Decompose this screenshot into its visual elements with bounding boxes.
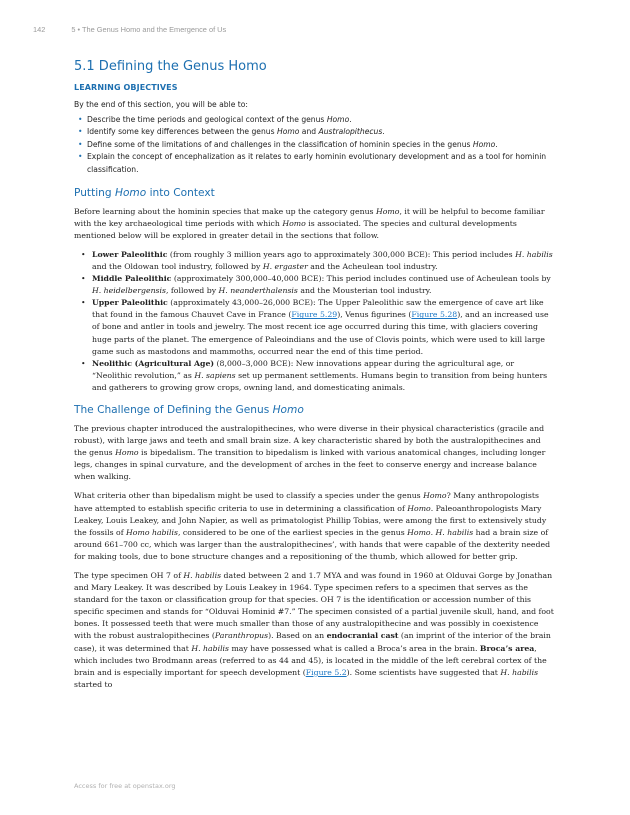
text-run: (approximately 300,000–40,000 BCE): This period includes continued use of Acheulean tools by <box>171 274 551 284</box>
italic-term: Homo <box>407 503 431 513</box>
footer-text: Access for free at openstax.org <box>74 782 176 790</box>
text-run: ? Many anthropologists have attempted to establish specific criteria to use in determining a classification of <box>74 491 539 513</box>
text-run: is associated. The species and cultural developments mentioned below will be explored in greater detail in the sections that follow. <box>74 218 517 240</box>
italic-term: Homo <box>115 448 139 458</box>
italic-term: H. habilis <box>435 527 474 537</box>
text-run: may have possessed what is called a Broca’s area in the brain. <box>229 643 480 653</box>
text-run: The previous chapter introduced the australopithecines, who were diverse in their physical characteristics (gracile and robust), with large jaws and teeth and small brain size. A key characteristic shared by both the australopithecines and the genus <box>74 423 545 458</box>
learning-objectives-intro: By the end of this section, you will be able to: <box>74 100 248 109</box>
text-run: Identify some key differences between the genus <box>87 127 277 137</box>
text-run: . Paleoanthropologists Mary Leakey, Louis Leakey, and John Napier, as well as primatologist Phillip Tobias, were among the first to extensively study the fossils of <box>74 503 547 537</box>
text-run: , followed by <box>166 286 219 296</box>
figure-link[interactable]: Figure 5.29 <box>291 310 338 320</box>
italic-term: H. sapiens <box>194 370 236 380</box>
period-item-lower-paleolithic <box>74 249 554 273</box>
italic-term: Homo <box>407 527 431 537</box>
italic-term: Homo <box>326 114 350 124</box>
italic-term: Homo <box>276 127 300 137</box>
paragraph <box>74 490 554 563</box>
figure-link[interactable]: Figure 5.28 <box>411 310 458 320</box>
text-run: dated between 2 and 1.7 MYA and was found in 1960 at Olduvai Gorge by Jonathan and Mary Leakey. It was described by Louis Leakey in 1964. Type specimen refers to a specimen that serves as the standard for the taxon or classification group for that species. OH 7 is the identification or accession number of this specific specimen and stands for “Olduvai Hominid #7.” The specimen consisted of a partial juvenile skull, hand, and foot bones. It possessed teeth that were much smaller than those of any australopithecine and was possibly in coexistence with the robust australopithecines ( <box>74 571 554 641</box>
italic-term: Australopithecus <box>318 127 383 137</box>
italic-term: Homo habilis <box>126 527 178 537</box>
paragraph <box>74 206 554 242</box>
text-run: started to <box>74 679 113 689</box>
text-run: (an imprint of the interior of the brain case), it was determined that <box>74 631 551 653</box>
text-run: had a brain size of around 661–700 cc, which was larger than the australopithecines’, with hands that were capable of the dexterity needed for making tools, due to bone structure changes and a repositioning of the thumb, which allowed for better grip. <box>74 527 551 561</box>
paragraph <box>74 570 554 691</box>
italic-term: H. habilis <box>515 249 553 259</box>
running-header <box>33 25 226 34</box>
section-title: 5.1 Defining the Genus Homo <box>74 59 267 74</box>
chapter-title: 5 • The Genus Homo and the Emergence of Us <box>71 25 227 34</box>
text-run: . <box>430 527 436 537</box>
heading-challenge-of-defining-homo <box>74 404 554 417</box>
period-item-middle-paleolithic <box>74 273 554 297</box>
figure-link[interactable]: Figure 5.2 <box>305 667 347 677</box>
text-run: and the Acheulean tool industry. <box>307 261 438 271</box>
italic-term: H. ergaster <box>262 261 308 271</box>
text-run: . <box>495 139 498 149</box>
italic-term: H. neanderthalensis <box>218 286 298 296</box>
text-run: ). Some scientists have suggested that <box>346 667 501 677</box>
objective-item <box>74 139 554 152</box>
period-item-neolithic <box>74 358 554 394</box>
time-periods-list <box>74 249 554 394</box>
text-run: (approximately 43,000–26,000 BCE): The Upper Paleolithic saw the emergence of cave art like that found in the famous Chauvet Cave in France ( <box>92 298 544 320</box>
italic-term: Homo <box>272 403 304 416</box>
text-run: , considered to be one of the earliest species in the genus <box>177 527 408 537</box>
text-run: (from roughly 3 million years ago to approximately 300,000 BCE): This period includes <box>167 249 516 259</box>
objective-item <box>74 114 554 127</box>
italic-term: H. habilis <box>500 667 539 677</box>
bold-term: Upper Paleolithic <box>92 298 168 308</box>
italic-term: Homo <box>376 206 400 216</box>
objective-item <box>74 151 554 176</box>
page-number: 142 <box>33 25 46 34</box>
text-run: The Challenge of Defining the Genus <box>74 403 273 416</box>
italic-term: H. habilis <box>183 571 222 580</box>
text-run: Putting <box>74 186 115 199</box>
italic-term: Homo <box>472 139 496 149</box>
text-run: into Context <box>146 186 215 199</box>
paragraph <box>74 423 554 483</box>
italic-term: H. habilis <box>191 643 229 653</box>
text-run: and <box>299 127 319 137</box>
text-run: What criteria other than bipedalism might be used to classify a species under the genus <box>74 491 424 501</box>
text-run: The type specimen OH 7 of <box>74 571 184 580</box>
bold-term: Neolithic (Agricultural Age) <box>92 358 215 368</box>
bold-term: Middle Paleolithic <box>92 274 172 284</box>
learning-objectives-label: LEARNING OBJECTIVES <box>74 83 178 92</box>
italic-term: Paranthropus <box>214 631 269 641</box>
text-run: and the Mousterian tool industry. <box>297 286 432 296</box>
bold-term: endocranial cast <box>326 631 399 641</box>
text-run: Before learning about the hominin species that make up the category genus <box>74 206 376 216</box>
text-run: is bipedalism. The transition to bipedalism is linked with various anatomical changes, including longer legs, changes in spinal curvature, and the development of arches in the feet to conserve energy and increase balance when walking. <box>74 448 546 482</box>
text-run: (8,000–3,000 BCE): New innovations appear during the agricultural age, or “Neolithic revolution,” as <box>92 358 515 380</box>
text-run: ). Based on an <box>268 631 327 641</box>
italic-term: Homo <box>423 491 447 501</box>
page-content <box>74 59 554 698</box>
text-run: and the Oldowan tool industry, followed by <box>92 261 263 271</box>
text-run: ), and an increased use of bone and antler in tools and jewelry. The most recent ice age occurred during this time, with glaciers covering huge parts of the planet. The emergence of Paleoindians and the use of Clovis points, which were used to kill large game such as mastodons and mammoths, occurred near the end of this time period. <box>92 310 549 356</box>
text-run: ), Venus figurines ( <box>337 310 412 320</box>
bold-term: Lower Paleolithic <box>92 249 168 259</box>
heading-putting-homo-into-context <box>74 187 554 200</box>
italic-term: Homo <box>282 218 306 228</box>
text-run: , which includes two Brodmann areas (referred to as 44 and 45), is located in the middle of the left cerebral cortex of the brain and is especially important for speech development ( <box>74 643 547 677</box>
text-run: set up permanent settlements. Humans begin to transition from being hunters and gatherers to growing grow crops, owning land, and domesticating animals. <box>92 370 548 392</box>
text-run: , it will be helpful to become familiar with the key archaeological time periods with which <box>74 206 545 228</box>
period-item-upper-paleolithic <box>74 297 554 357</box>
text-run: . <box>349 114 352 124</box>
italic-term: Homo <box>114 186 147 199</box>
italic-term: H. heidelbergensis <box>92 286 166 296</box>
learning-objectives-list <box>74 114 554 177</box>
text-run: Explain the concept of encephalization as it relates to early hominin evolutionary development and as a tool for hominin classification. <box>87 152 547 174</box>
bold-term: Broca’s area <box>479 643 535 653</box>
objective-item <box>74 126 554 139</box>
text-run: . <box>382 127 385 137</box>
text-run: Describe the time periods and geological context of the genus <box>87 114 327 124</box>
text-run: Define some of the limitations of and challenges in the classification of hominin species in the genus <box>87 139 473 149</box>
